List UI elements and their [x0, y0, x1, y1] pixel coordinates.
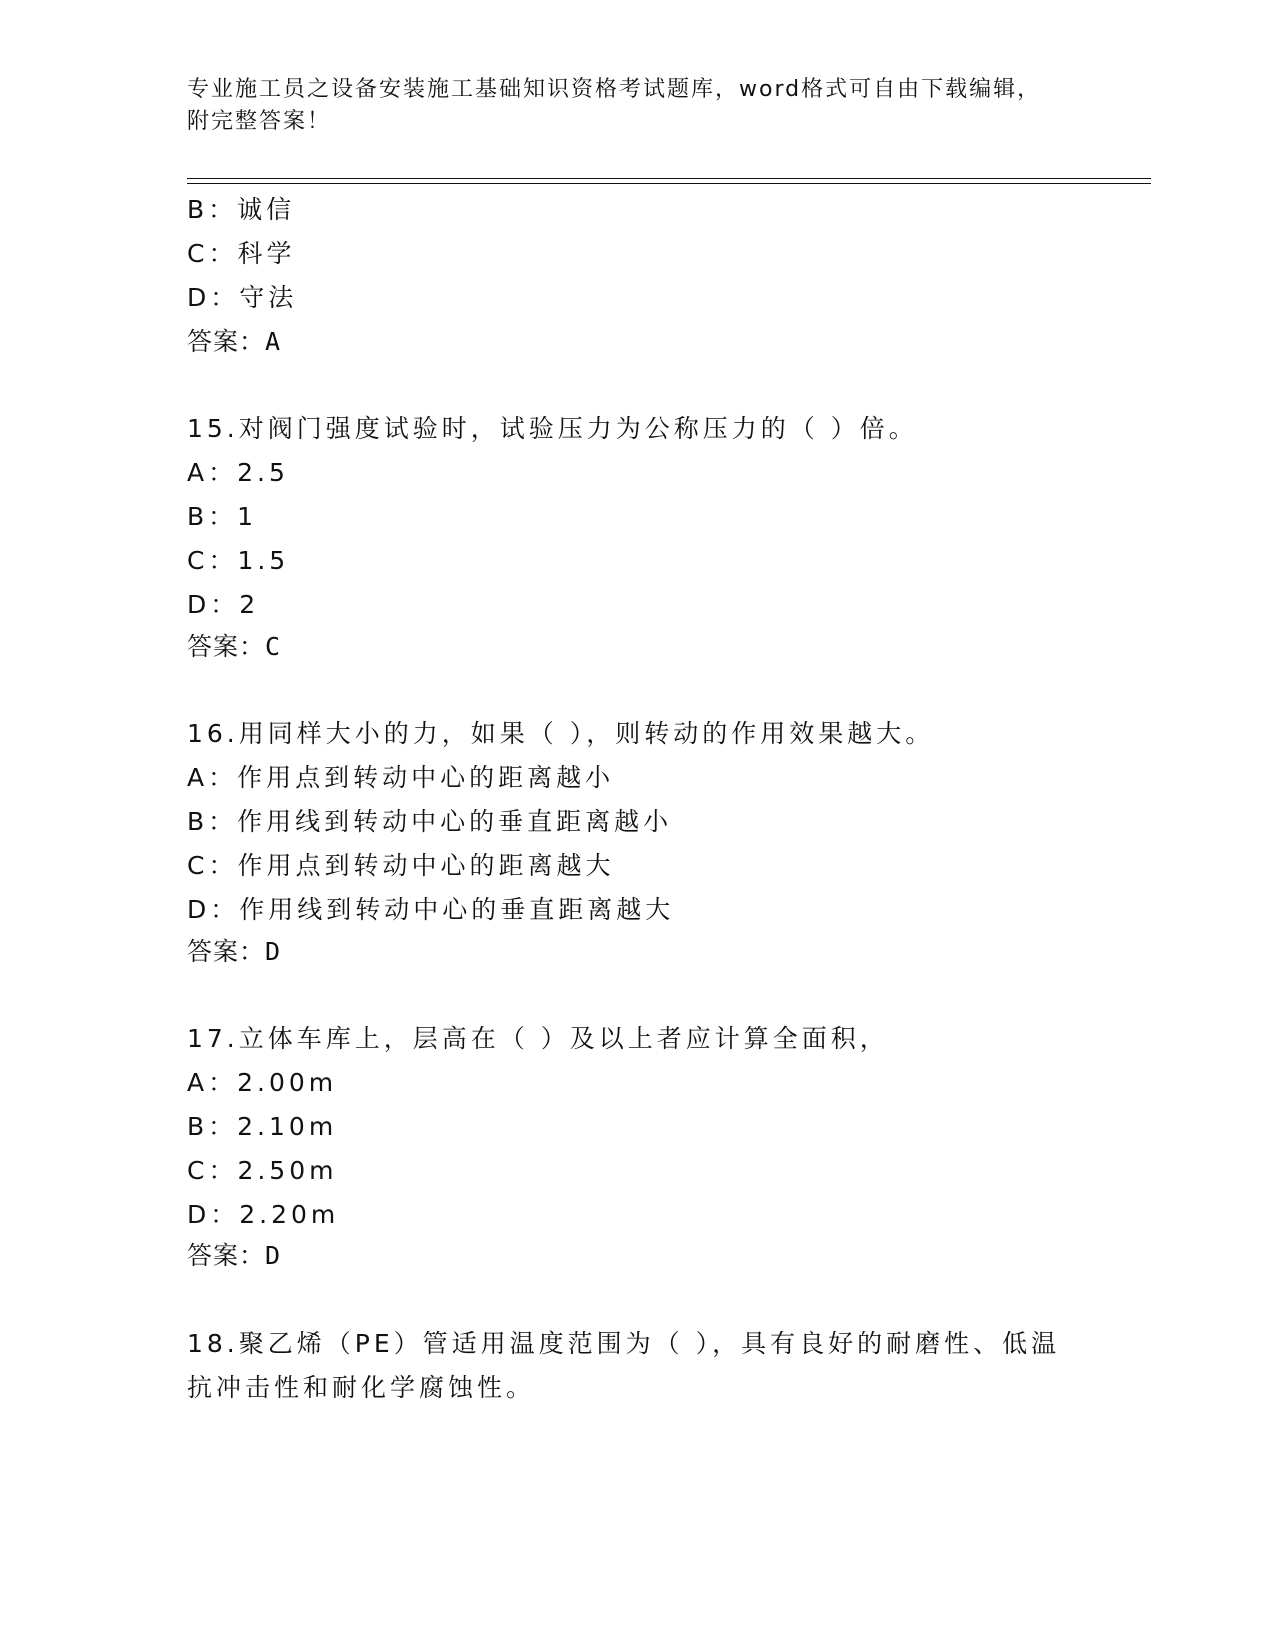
- header-line-2: 附完整答案！: [187, 109, 332, 134]
- q15-option-a: A：2.5: [187, 458, 289, 487]
- q15-option-d: D：2: [187, 590, 260, 619]
- answer-value: D: [265, 1241, 281, 1270]
- q16-option-d: D：作用线到转动中心的垂直距离越大: [187, 895, 675, 924]
- option-b: B：诚信: [187, 195, 296, 224]
- question-17: 17.立体车库上，层高在（ ）及以上者应计算全面积，: [187, 1024, 889, 1053]
- header-divider-top: [187, 178, 1151, 179]
- q15-option-c: C：1.5: [187, 546, 290, 575]
- header-line-1: 专业施工员之设备安装施工基础知识资格考试题库，word格式可自由下载编辑，: [187, 77, 1042, 102]
- question-18-line-1: 18.聚乙烯（PE）管适用温度范围为（ ），具有良好的耐磨性、低温: [187, 1329, 1061, 1358]
- q16-option-a: A：作用点到转动中心的距离越小: [187, 763, 615, 792]
- answer-label: 答案：: [187, 327, 266, 356]
- answer-value: D: [265, 937, 281, 966]
- q15-answer: [187, 627, 280, 663]
- answer-label: 答案：: [187, 632, 266, 661]
- question-15: 15.对阀门强度试验时，试验压力为公称压力的（ ）倍。: [187, 414, 918, 443]
- question-18-line-2: 抗冲击性和耐化学腐蚀性。: [187, 1373, 536, 1402]
- q15-option-b: B：1: [187, 502, 258, 531]
- q17-option-c: C：2.50m: [187, 1156, 338, 1185]
- answer-label: 答案：: [187, 1241, 266, 1270]
- q16-answer: [187, 932, 280, 968]
- q17-answer: [187, 1236, 280, 1272]
- q17-option-b: B：2.10m: [187, 1112, 338, 1141]
- answer-value: C: [265, 632, 281, 661]
- option-c: C：科学: [187, 239, 296, 268]
- option-d: D：守法: [187, 283, 298, 312]
- answer-label: 答案：: [187, 937, 266, 966]
- answer-value: A: [265, 327, 281, 356]
- q17-option-d: D：2.20m: [187, 1200, 340, 1229]
- answer-line: [187, 322, 280, 358]
- q17-option-a: A：2.00m: [187, 1068, 338, 1097]
- document-header: [187, 74, 1087, 138]
- header-divider-bottom: [187, 183, 1151, 184]
- question-16: 16.用同样大小的力，如果（ ），则转动的作用效果越大。: [187, 719, 935, 748]
- q16-option-b: B：作用线到转动中心的垂直距离越小: [187, 807, 673, 836]
- q16-option-c: C：作用点到转动中心的距离越大: [187, 851, 615, 880]
